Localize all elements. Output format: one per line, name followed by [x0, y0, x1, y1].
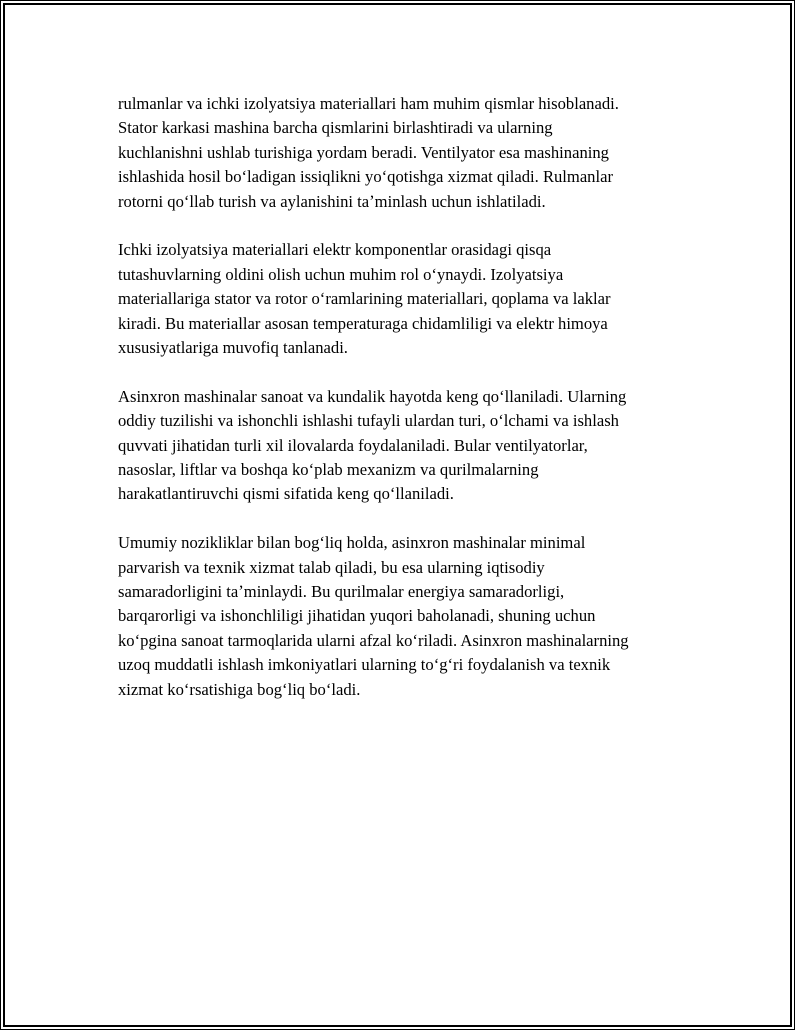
paragraph-bearings-stator: rulmanlar va ichki izolyatsiya materiallari ham muhim qismlar hisoblanadi. Stator karkasi mashina barcha qismlarini birlashtiradi va ularning kuchlanishni ushlab turishiga yordam beradi. Ventilyator esa mashinaning ishlashida hosil boʻladigan issiqlikni yoʻqotishga xizmat qiladi. Rulmanlar rotorni qoʻllab turish va aylanishini taʼminlash uchun ishlatiladi.: [118, 94, 619, 211]
paragraph-applications: Asinxron mashinalar sanoat va kundalik hayotda keng qoʻllaniladi. Ularning oddiy tuzilishi va ishonchli ishlashi tufayli ulardan turi, oʻlchami va ishlash quvvati jihatidan turli xil ilovalarda foydalaniladi. Bular ventilyatorlar, nasoslar, liftlar va boshqa koʻplab mexanizm va qurilmalarning harakatlantiruvchi qismi sifatida keng qoʻllaniladi.: [118, 386, 627, 504]
paragraph-maintenance: Umumiy nozikliklar bilan bogʻliq holda, asinxron mashinalar minimal parvarish va texnik xizmat talab qiladi, bu esa ularning iqtisodiy samaradorligini taʼminlaydi. Bu qurilmalar energiya samaradorligi, barqarorligi va ishonchliligi jihatidan yuqori baholanadi, shuning uchun koʻpgina sanoat tarmoqlarida ularni afzal koʻriladi. Asinxron mashinalarning uzoq muddatli ishlash imkoniyatlari ularning toʻgʻri foydalanish va texnik xizmat koʻrsatishiga bogʻliq boʻladi.: [118, 533, 629, 699]
document-body: [118, 92, 688, 727]
paragraph-insulation: Ichki izolyatsiya materiallari elektr komponentlar orasidagi qisqa tutashuvlarning oldini olish uchun muhim rol oʻynaydi. Izolyatsiya materiallariga stator va rotor oʻramlarining materiallari, qoplama va laklar kiradi. Bu materiallar asosan temperaturaga chidamliligi va elektr himoya xususiyatlariga muvofiq tanlanadi.: [118, 240, 611, 358]
